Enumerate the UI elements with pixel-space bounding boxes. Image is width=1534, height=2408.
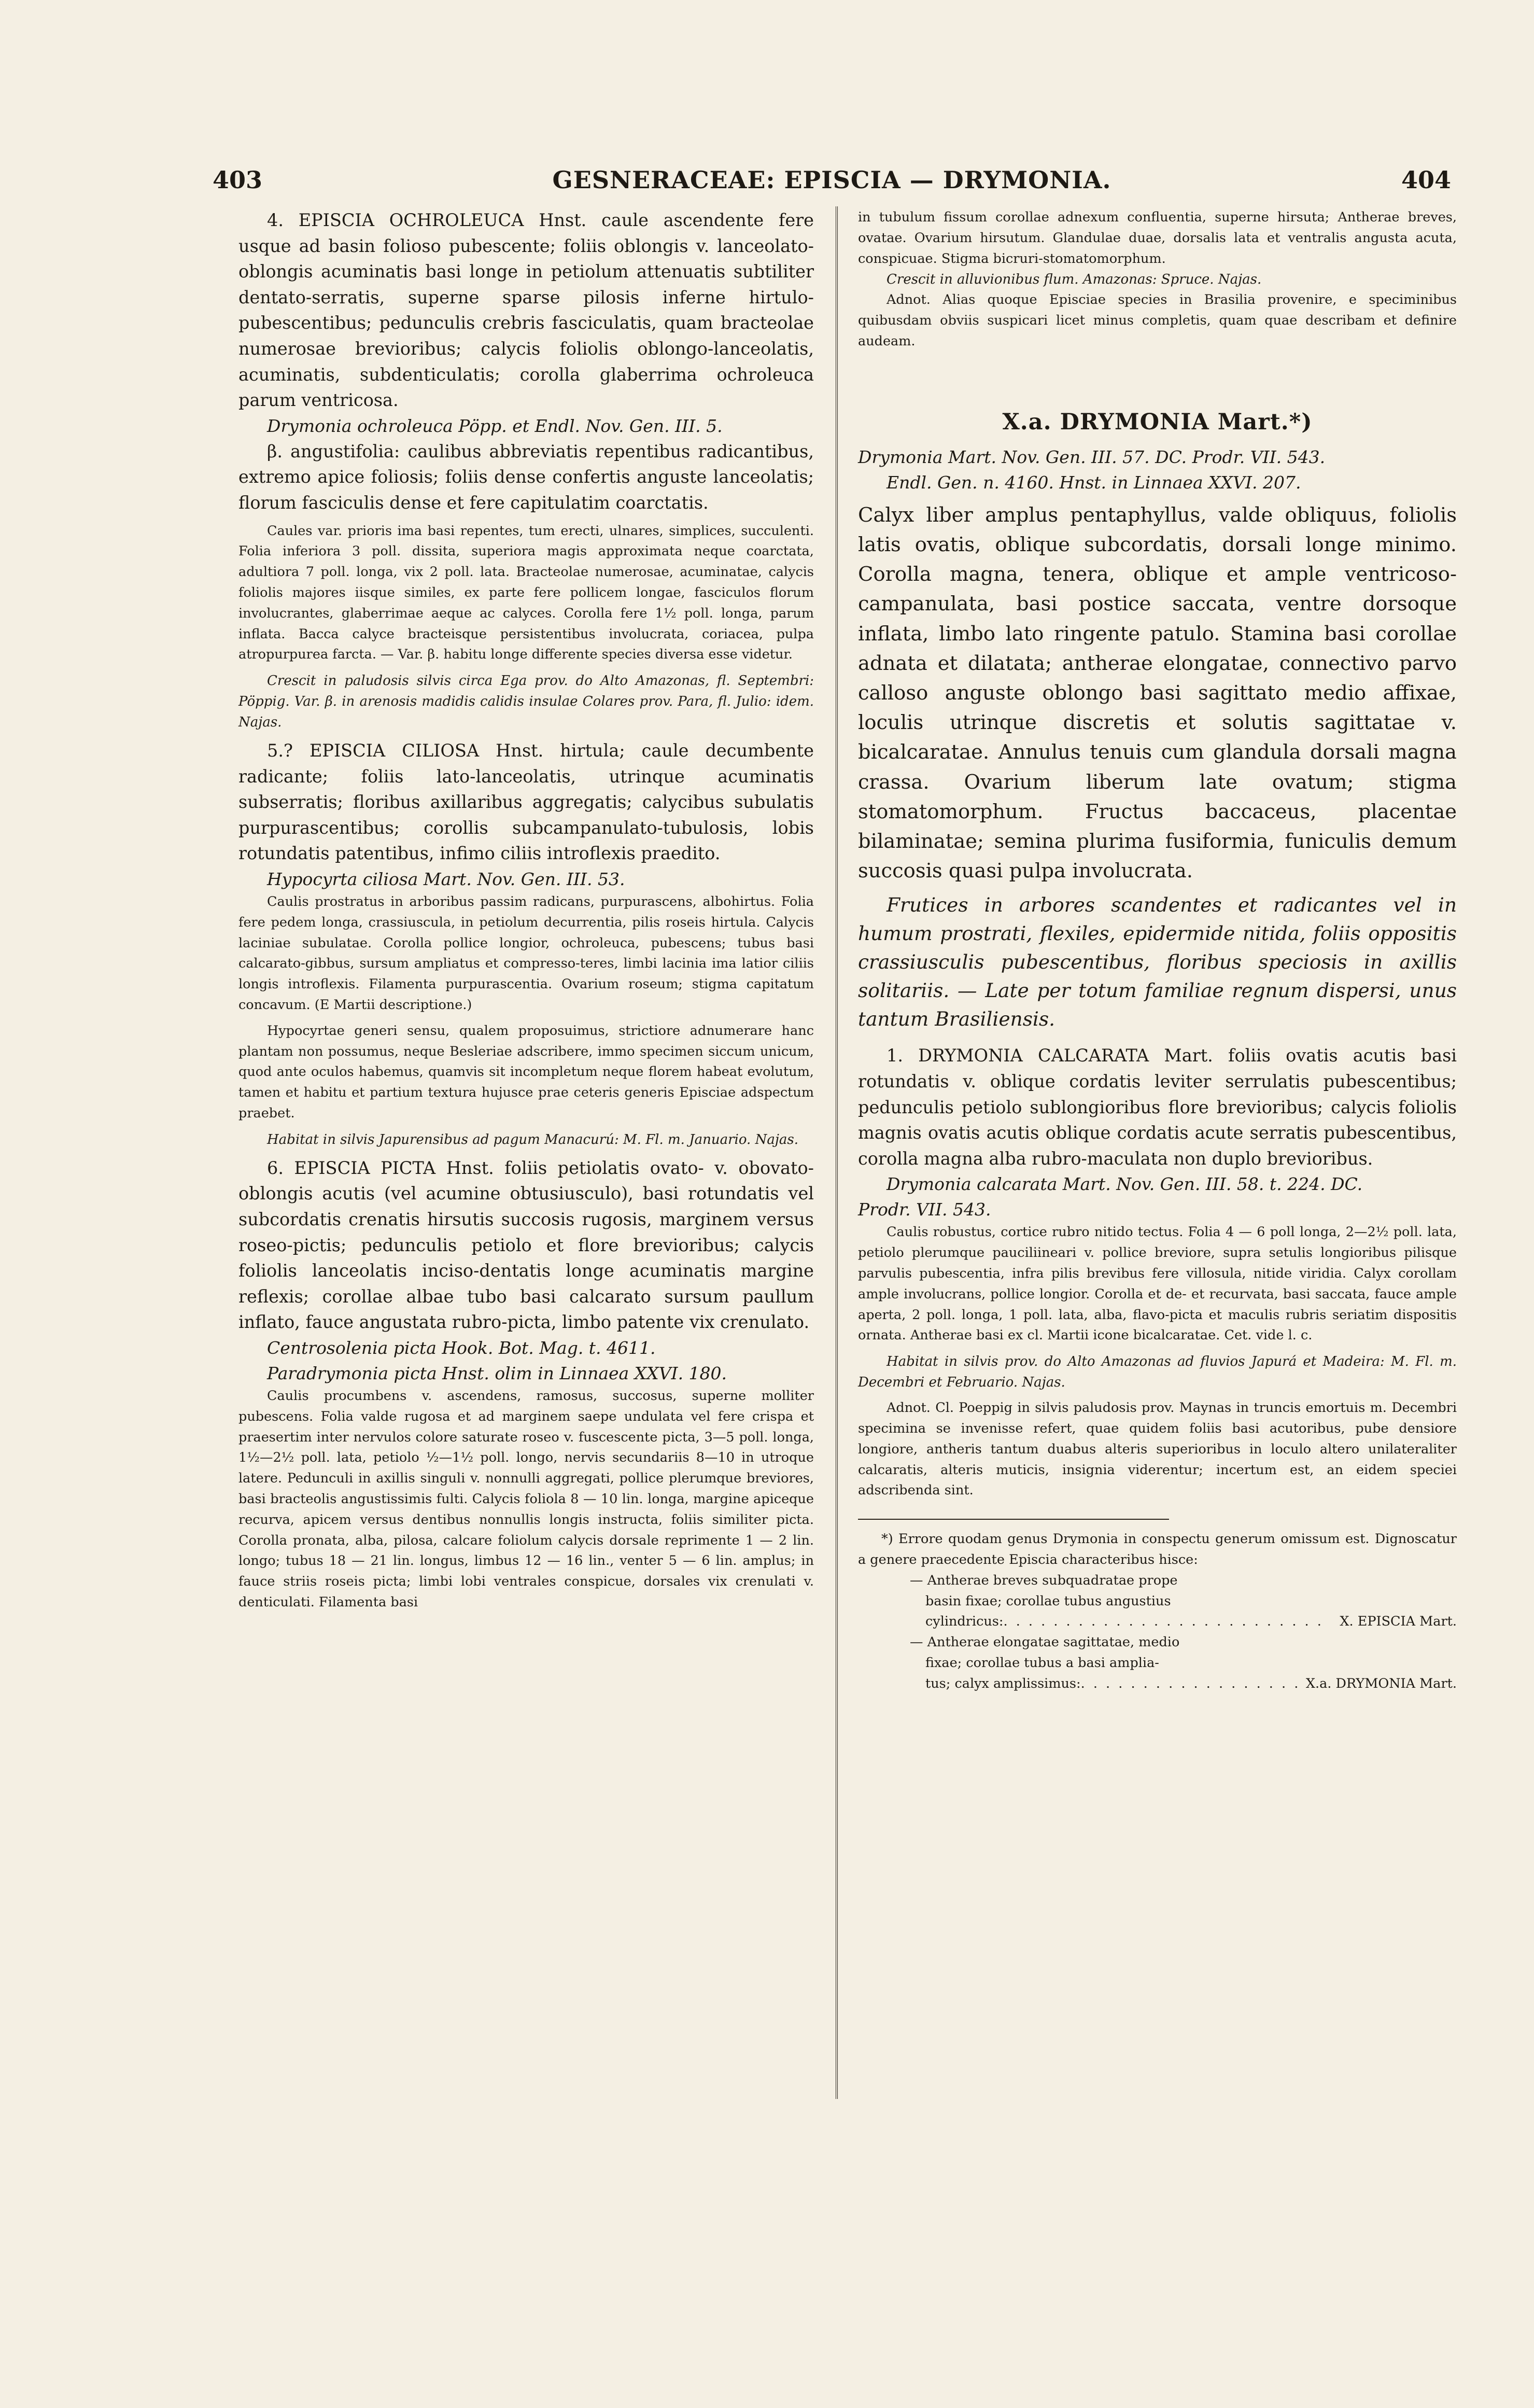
description-continued: in tubulum fissum corollae adnexum confluentia, superne hirsuta; Antherae breves, ovatae. Ovarium hirsutum. Glandulae duae, dorsalis lata et ventralis angusta acuta, conspicuae. Stigma bicruri-stomatomorphum. xyxy=(858,209,1457,267)
species-note: Hypocyrtae generi sensu, qualem proposuimus, strictiore adnumerare hanc plantam non possumus, neque Besleriae adscribere, immo specimen siccum unicum, quod ante oculos habemus, quamvis sit incompletum neque florem habeat evolutum, tamen et habitu et partium textura hujusce prae ceteris generis Episciae adspectum praebet. xyxy=(238,1023,814,1122)
running-title: GESNERACEAE: EPISCIA — DRYMONIA. xyxy=(552,166,1111,194)
species-description: Caules var. prioris ima basi repentes, tum erecti, ulnares, simplices, succulenti. Folia inferiora 3 poll. dissita, superiora magis approximata neque coarctata, adultiora 7 poll. longa, vix 2 poll. lata. Bracteolae numerosae, acuminatae, calycis foliolis majores iisque similes, ex parte fere pollicem longae, fasciculos florum involucrantes, glaberrimae aeque ac calyces. Corolla fere 1½ poll. longa, parum inflata. Bacca calyce bracteisque persistentibus involucrata, coriacea, pulpa atropurpurea farcta. — Var. β. habitu longe differente species diversa esse videtur. xyxy=(238,523,814,663)
synonym: Centrosolenia picta Hook. Bot. Mag. t. 4611. xyxy=(267,1338,656,1358)
species-description: Caulis prostratus in arboribus passim radicans, purpurascens, albohirtus. Folia fere pedem longa, crassiuscula, in petiolum decurrentia, pilis roseis hirtula. Calycis laciniae subulatae. Corolla pollice longior, ochroleuca, pubescens; tubus basi calcarato-gibbus, sursum ampliatus et compresso-teres, limbi lacinia ima latior ciliis longis introflexis. Filamenta purpurascentia. Ovarium roseum; stigma capitatum concavum. (E Martii descriptione.) xyxy=(238,894,814,1013)
annotation: Adnot. Alias quoque Episciae species in Brasilia provenire, e speciminibus quibusdam obviis suspicari licet minus completis, quam quae describam et definire audeam. xyxy=(858,292,1457,349)
footnote-key-a xyxy=(858,1571,1457,1632)
key-line: cylindricus: xyxy=(925,1614,1004,1630)
habitat: Habitat in silvis Japurensibus ad pagum Manacurú: M. Fl. m. Januario. Najas. xyxy=(267,1131,798,1147)
variety-beta-angustifolia: β. angustifolia: caulibus abbreviatis repentibus radicantibus, extremo apice foliosis; foliis dense confertis anguste lanceolatis; florum fasciculis dense et fere capitulatim coarctatis. xyxy=(238,441,814,513)
habitat: Habitat in silvis prov. do Alto Amazonas ad fluvios Japurá et Madeira: M. Fl. m. Decembri et Februario. Najas. xyxy=(858,1354,1457,1391)
synonym: Paradrymonia picta Hnst. olim in Linnaea XXVI. 180. xyxy=(267,1363,727,1383)
genus-habit: Frutices in arbores scandentes et radicantes vel in humum prostrati, flexiles, epidermide nitida, foliis oppositis crassiusculis pubescentibus, floribus speciosis in axillis solitariis. — Late per totum familiae regnum dispersi, unus tantum Brasiliensis. xyxy=(858,893,1457,1031)
genus-synonym: Endl. Gen. n. 4160. Hnst. in Linnaea XXVI. 207. xyxy=(886,472,1301,493)
footnote xyxy=(858,1529,1457,1694)
synonym: Drymonia ochroleuca Pöpp. et Endl. Nov. Gen. III. 5. xyxy=(267,415,723,436)
synonym: Hypocyrta ciliosa Mart. Nov. Gen. III. 53. xyxy=(267,869,625,890)
page-number-left: 403 xyxy=(213,166,263,194)
left-column xyxy=(238,207,814,1613)
key-line: basin fixae; corollae tubus angustius xyxy=(925,1593,1171,1609)
footnote-intro: *) Errore quodam genus Drymonia in conspectu generum omissum est. Dignoscatur a genere praecedente Episcia characteribus hisce: xyxy=(858,1531,1457,1567)
species-description: Caulis procumbens v. ascendens, ramosus, succosus, superne molliter pubescens. Folia valde rugosa et ad marginem saepe undulata vel fere crispa et praesertim inter nervulos colore saturate roseo v. fuscescente picta, 3—5 poll. longa, 1½—2½ poll. lata, petiolo ½—1½ poll. longo, nervis secundariis 8—10 in utroque latere. Pedunculi in axillis singuli v. nonnulli aggregati, pollice plerumque breviores, basi bracteolis angustissimis fulti. Calycis foliola 8 — 10 lin. longa, margine apiceque recurva, apicem versus dentibus nonnullis longis instructa, foliis similiter picta. Corolla pronata, alba, pilosa, calcare foliolum calycis dorsale reprimente 1 — 2 lin. longo; tubus 18 — 21 lin. longus, limbus 12 — 16 lin., venter 5 — 6 lin. amplus; in fauce striis roseis picta; limbi lobi ventrales conspicue, dorsales vix crenulati v. denticulati. Filamenta basi xyxy=(238,1388,814,1610)
habitat: Crescit in alluvionibus flum. Amazonas: Spruce. Najas. xyxy=(886,272,1262,288)
right-column xyxy=(858,207,1457,1695)
leader-dots xyxy=(1003,1612,1340,1632)
page-header xyxy=(213,166,1451,202)
key-line: tus; calyx amplissimus: xyxy=(925,1675,1081,1691)
key-result: X. EPISCIA Mart. xyxy=(1340,1614,1457,1630)
species-episcia-ochroleuca: 4. EPISCIA OCHROLEUCA Hnst. caule ascendente fere usque ad basin folioso pubescente; foliis oblongis v. lanceolato-oblongis acuminatis basi longe in petiolum attenuatis subtiliter dentato-serratis, superne sparse pilosis inferne hirtulo-pubescentibus; pedunculis crebris fasciculatis, quam bracteolae numerosae brevioribus; calycis foliolis oblongo-lanceolatis, acuminatis, subdenticulatis; corolla glaberrima ochroleuca parum ventricosa. xyxy=(238,210,814,411)
genus-title: X.a. DRYMONIA Mart.*) xyxy=(1002,409,1313,435)
genus-description: Calyx liber amplus pentaphyllus, valde obliquus, foliolis latis ovatis, oblique subcordatis, dorsali longe minimo. Corolla magna, tenera, oblique et ample ventricoso-campanulata, basi postice saccata, ventre dorsoque inflata, limbo lato ringente patulo. Stamina basi corollae adnata et dilatata; antherae elongatae, connectivo parvo calloso anguste oblongo basi sagittato medio affixae, loculis utrinque discretis et solutis sagittatae v. bicalcaratae. Annulus tenuis cum glandula dorsali magna crassa. Ovarium liberum late ovatum; stigma stomatomorphum. Fructus baccaceus, placentae bilaminatae; semina plurima fusiformia, funiculis demum succosis quasi pulpa involucrata. xyxy=(858,503,1457,883)
synonym: Drymonia calcarata Mart. Nov. Gen. III. 58. t. 224. DC. xyxy=(886,1174,1363,1195)
footnote-rule xyxy=(858,1519,1169,1520)
annotation: Adnot. Cl. Poeppig in silvis paludosis prov. Maynas in truncis emortuis m. Decembri specimina se invenisse refert, quae quidem foliis basi acutoribus, pube densiore longiore, antheris tantum duabus alteris superioribus in loculo altero unilateraliter calcaratis, alteris muticis, insignia viderentur; incertum est, an eidem speciei adscribenda sint. xyxy=(858,1400,1457,1499)
page-number-right: 404 xyxy=(1401,166,1451,194)
leader-dots xyxy=(1081,1674,1306,1695)
species-description: Caulis robustus, cortice rubro nitido tectus. Folia 4 — 6 poll longa, 2—2½ poll. lata, petiolo plerumque pauciliineari v. pollice breviore, supra setulis longioribus pilisque parvulis pubescentia, infra pilis brevibus fere villosula, nitide viridia. Calyx corollam ample involucrans, pollice longior. Corolla et de- et recurvata, basi saccata, fauce ample aperta, 2 poll. longa, 1 poll. lata, alba, flavo-picta et maculis rubris seriatim dispositis ornata. Antherae basi ex cl. Martii icone bicalcaratae. Cet. vide l. c. xyxy=(858,1224,1457,1343)
species-drymonia-calcarata: 1. DRYMONIA CALCARATA Mart. foliis ovatis acutis basi rotundatis v. oblique cordatis leviter serrulatis pubescentibus; pedunculis petiolo sublongioribus flore brevioribus; calycis foliolis magnis ovatis acutis oblique cordatis acute serratis pubescentibus, corolla magna alba rubro-maculata non duplo brevioribus. xyxy=(858,1045,1457,1169)
key-line: — Antherae breves subquadratae prope xyxy=(910,1572,1178,1588)
species-episcia-ciliosa: 5.? EPISCIA CILIOSA Hnst. hirtula; caule decumbente radicante; foliis lato-lanceolatis, utrinque acuminatis subserratis; floribus axillaribus aggregatis; calycibus subulatis purpurascentibus; corollis subcampanulato-tubulosis, lobis rotundatis patentibus, infimo ciliis introflexis praedito. xyxy=(238,740,814,864)
column-divider xyxy=(836,206,838,2099)
key-line: fixae; corollae tubus a basi amplia- xyxy=(925,1655,1159,1671)
synonym: Prodr. VII. 543. xyxy=(858,1199,991,1220)
species-episcia-picta: 6. EPISCIA PICTA Hnst. foliis petiolatis ovato- v. obovato-oblongis acutis (vel acumine obtusiusculo), basi rotundatis vel subcordatis crenatis hirsutis succosis rugosis, marginem versus roseo-pictis; pedunculis petiolo et flore brevioribus; calycis foliolis lanceolatis inciso-dentatis longe acuminatis margine reflexis; corollae albae tubo basi calcarato sursum paullum inflato, fauce angustata rubro-picta, limbo patente vix crenulato. xyxy=(238,1157,814,1333)
habitat: Crescit in paludosis silvis circa Ega prov. do Alto Amazonas, fl. Septembri: Pöppig. Var. β. in arenosis madidis calidis insulae Colares prov. Para, fl. Julio: idem. Najas. xyxy=(238,673,814,731)
genus-synonym: Drymonia Mart. Nov. Gen. III. 57. DC. Prodr. VII. 543. xyxy=(858,446,1326,467)
key-line: — Antherae elongatae sagittatae, medio xyxy=(910,1634,1180,1650)
footnote-key-b xyxy=(858,1632,1457,1694)
key-result: X.a. DRYMONIA Mart. xyxy=(1305,1675,1457,1691)
